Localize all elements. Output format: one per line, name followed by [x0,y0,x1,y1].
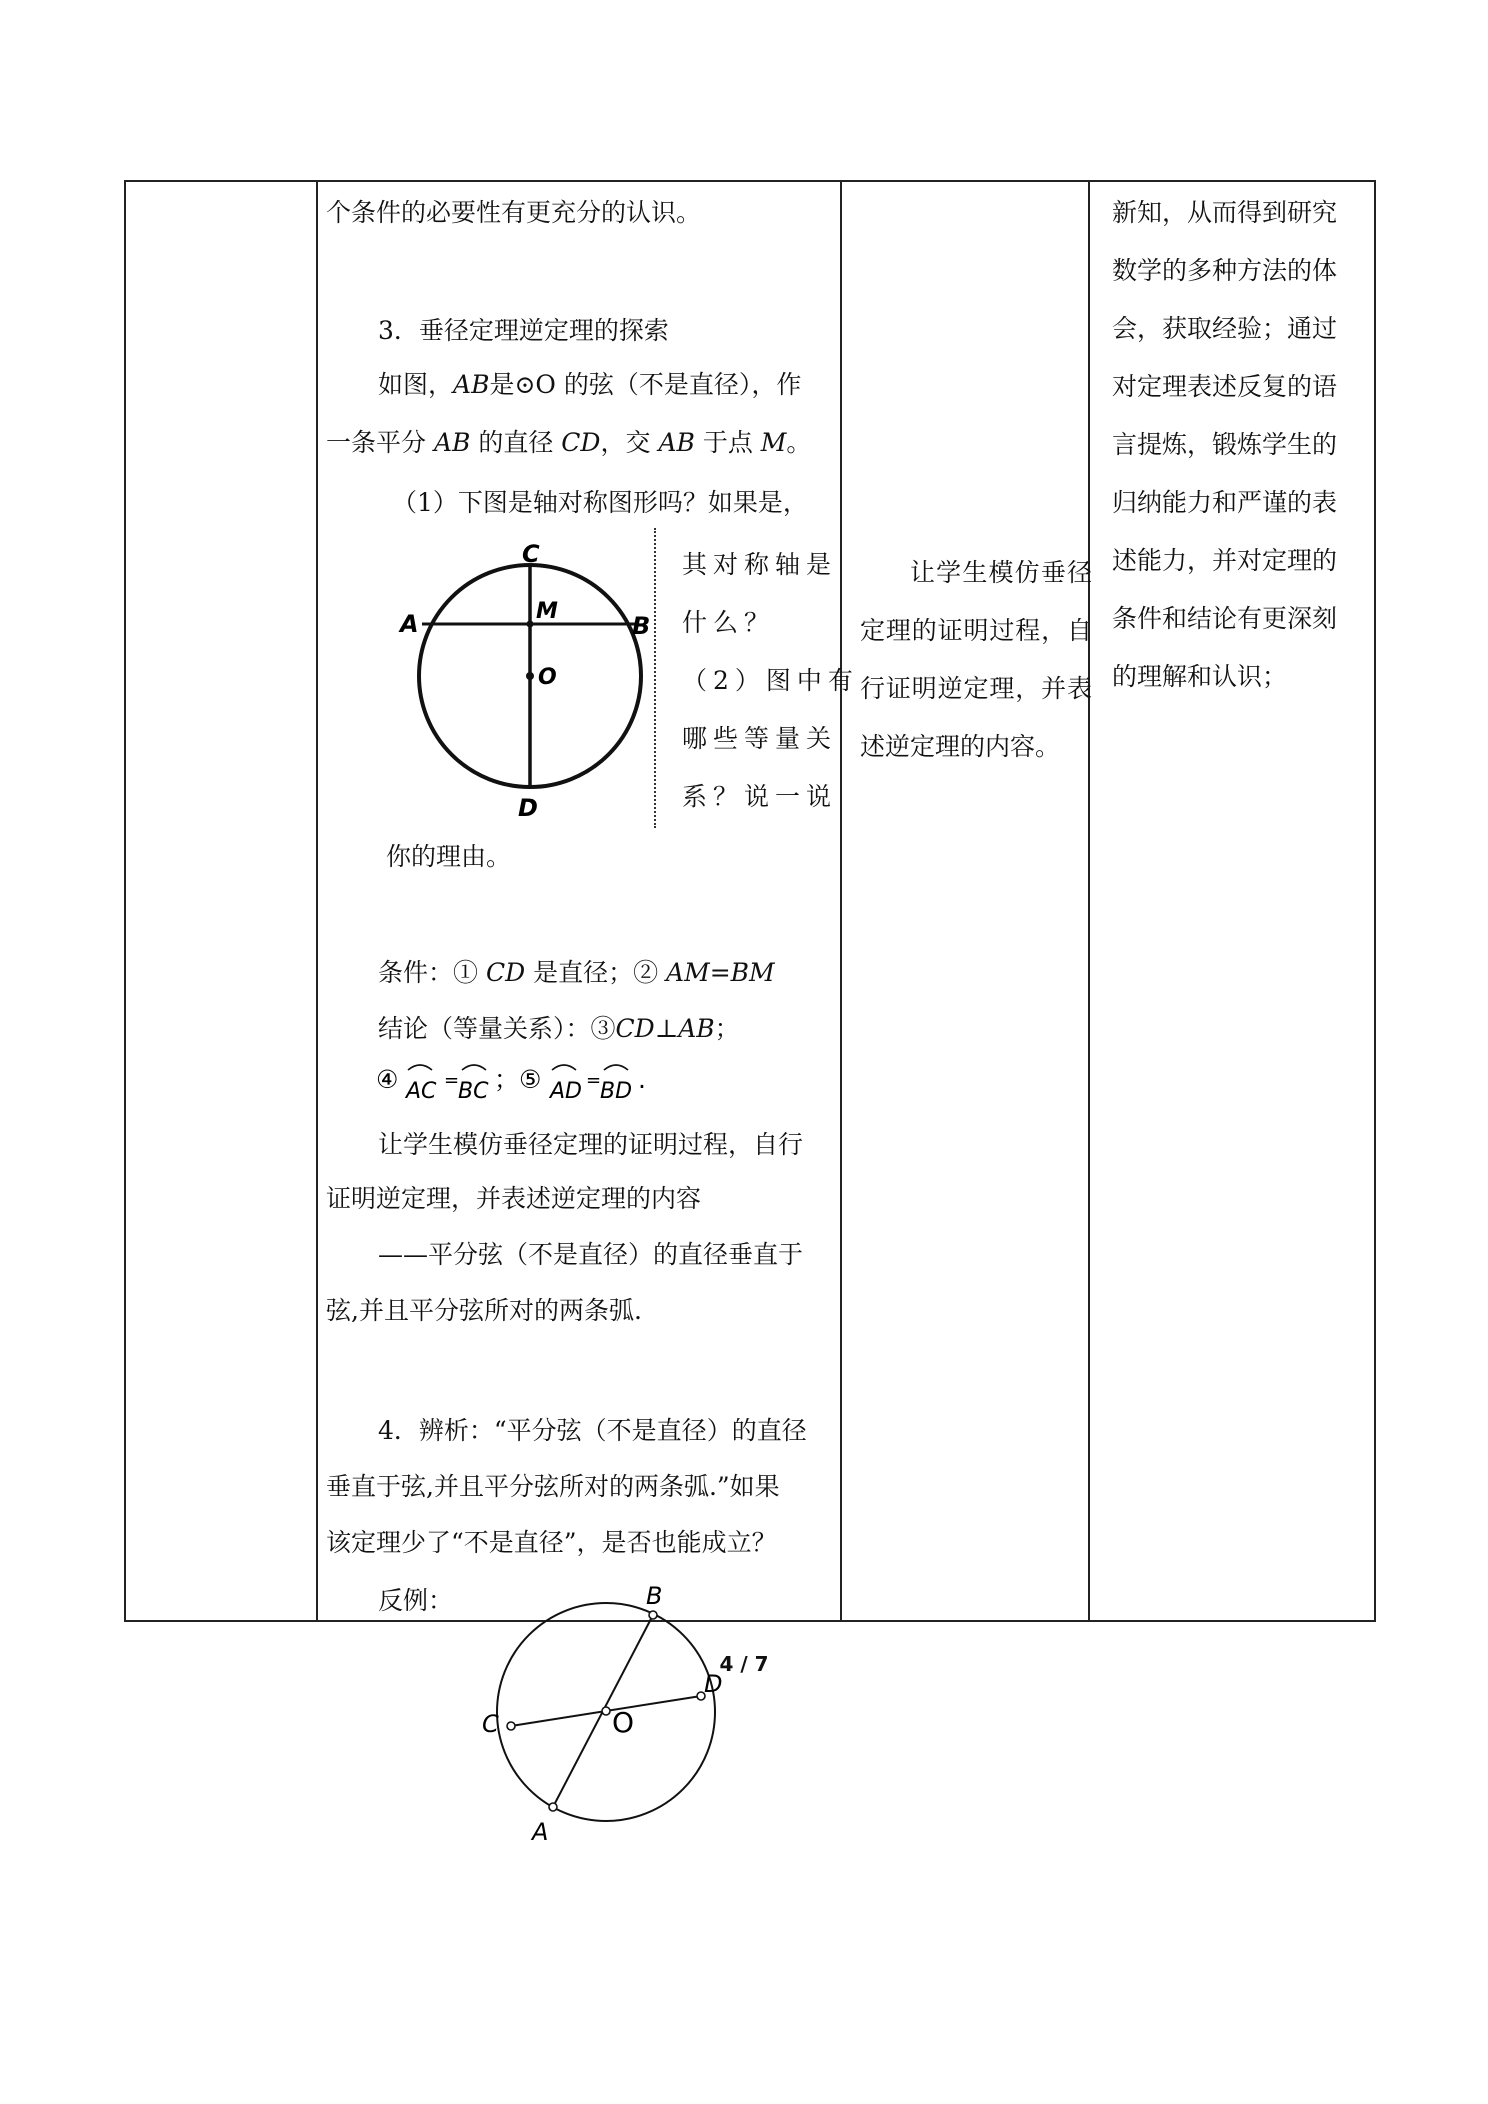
text-line: 对定理表述反复的语 [1112,372,1338,401]
text-line: 系？说一说 [682,782,838,811]
text-line: 数学的多种方法的体 [1112,256,1338,285]
text-line: 言提炼，锻炼学生的 [1112,430,1338,459]
question-1: （1）下图是轴对称图形吗？如果是， [392,488,808,517]
circle-figure-1 [400,536,650,822]
label-A: A [532,1818,549,1846]
svg-text:；⑤: ；⑤ [494,1065,542,1094]
svg-text:.: . [638,1065,646,1094]
text-line: 其对称轴是 [682,550,838,579]
page-number: 4 / 7 [719,1652,769,1676]
text-line: 垂直于弦,并且平分弦所对的两条弧.”如果 [326,1472,780,1501]
section-title: 3．垂径定理逆定理的探索 [378,316,669,345]
text-line: 哪些等量关 [682,724,838,753]
label-O: O [538,665,557,690]
svg-text:BD: BD [600,1079,633,1104]
text-line: 一条平分 AB 的直径 CD，交 AB 于点 M。 [326,428,812,457]
column-divider [1088,182,1090,1620]
text-line: 什么？ [682,608,776,637]
text-line: 会，获取经验；通过 [1112,314,1338,343]
svg-text:④: ④ [376,1065,399,1094]
label-C: C [482,1710,499,1738]
text-line: 个条件的必要性有更充分的认识。 [326,198,702,227]
svg-text:=: = [586,1070,602,1091]
label-B: B [632,612,651,640]
design-intent-text [1112,184,1362,706]
column-divider [840,182,842,1620]
counterexample-label: 反例： [378,1586,454,1615]
column-divider [316,182,318,1620]
teacher-activity-text: 让学生模仿垂径定理的证明过程，自行证明逆定理，并表述逆定理的内容。 [860,558,1092,761]
text-line: 新知，从而得到研究 [1112,198,1338,227]
text-line: 证明逆定理，并表述逆定理的内容 [326,1184,702,1213]
text-line: 如图，AB是⊙O 的弦（不是直径），作 [378,370,802,399]
label-O: O [612,1706,635,1739]
circle-figure-2 [476,1582,736,1846]
text-line: 你的理由。 [386,842,512,871]
label-M: M [536,599,558,624]
label-B: B [646,1582,663,1610]
label-A: A [400,610,419,638]
text-line: 弦,并且平分弦所对的两条弧. [326,1296,642,1325]
svg-text:=: = [444,1070,460,1091]
text-line: ——平分弦（不是直径）的直径垂直于 [378,1240,804,1269]
condition-line: 条件：① CD 是直径；② AM=BM [378,958,775,987]
text-line: 条件和结论有更深刻 [1112,604,1338,633]
text-line: （2）图中有 [682,666,859,695]
arc-equalities [376,1056,676,1106]
figure-side-text [682,536,859,826]
text-line: 让学生模仿垂径定理的证明过程，自行 [378,1130,804,1159]
text-line: 该定理少了“不是直径”，是否也能成立？ [326,1528,777,1557]
text-line: 述能力，并对定理的 [1112,546,1338,575]
dotted-separator [654,528,656,828]
svg-text:AC: AC [406,1079,437,1104]
conclusion-line: 结论（等量关系）：③CD⊥AB； [378,1014,740,1043]
svg-text:AD: AD [550,1079,582,1104]
text-line: 的理解和认识； [1112,662,1288,691]
text-line: 归纳能力和严谨的表 [1112,488,1338,517]
label-C: C [522,540,540,568]
label-D: D [704,1670,723,1698]
label-D: D [518,794,538,822]
text-line: 4．辨析：“平分弦（不是直径）的直径 [378,1416,807,1445]
svg-text:BC: BC [458,1079,489,1104]
